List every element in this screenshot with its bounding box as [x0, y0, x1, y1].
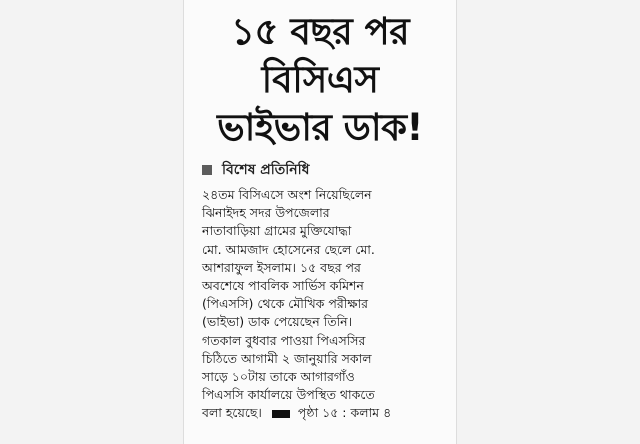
- article-line: গতকাল বুধবার পাওয়া পিএসসির: [202, 332, 366, 348]
- headline-line-3: ভাইভার ডাক!: [217, 106, 423, 149]
- article-line: অবশেষে পাবলিক সার্ভিস কমিশন: [202, 278, 364, 294]
- newspaper-clipping: [184, 0, 456, 444]
- article-line: (ভাইভা) ডাক পেয়েছেন তিনি।: [202, 314, 353, 330]
- article-line: চিঠিতে আগামী ২ জানুয়ারি সকাল: [202, 350, 372, 366]
- article-last-text: বলা হয়েছে।: [202, 405, 262, 421]
- article-line: ২৪তম বিসিএসে অংশ নিয়েছিলেন: [202, 187, 372, 202]
- headline: [184, 0, 456, 152]
- headline-line-2: বিসিএস: [261, 58, 379, 101]
- byline: [184, 158, 456, 182]
- continuation-marker-icon: [272, 410, 290, 418]
- article-line: মো. আমজাদ হোসেনের ছেলে মো.: [202, 241, 375, 257]
- article-last-line: [202, 404, 446, 422]
- article-line: ঝিনাইদহ সদর উপজেলার: [202, 205, 330, 221]
- article-line: সাড়ে ১০টায় তাকে আগারগাঁও: [202, 369, 355, 385]
- byline-text: বিশেষ প্রতিনিধি: [222, 162, 310, 178]
- article-line: নাতাবাড়িয়া গ্রামের মুক্তিযোদ্ধা: [202, 223, 352, 239]
- byline-bullet-icon: [202, 165, 212, 175]
- article-line: আশরাফুল ইসলাম। ১৫ বছর পর: [202, 259, 361, 275]
- continuation-reference: পৃষ্ঠা ১৫ : কলাম ৪: [297, 405, 392, 421]
- article-line: (পিএসসি) থেকে মৌখিক পরীক্ষার: [202, 296, 368, 312]
- article-line: পিএসসি কার্যালয়ে উপস্থিত থাকতে: [202, 387, 375, 403]
- article-body: [184, 186, 456, 423]
- headline-line-1: ১৫ বছর পর: [230, 10, 410, 53]
